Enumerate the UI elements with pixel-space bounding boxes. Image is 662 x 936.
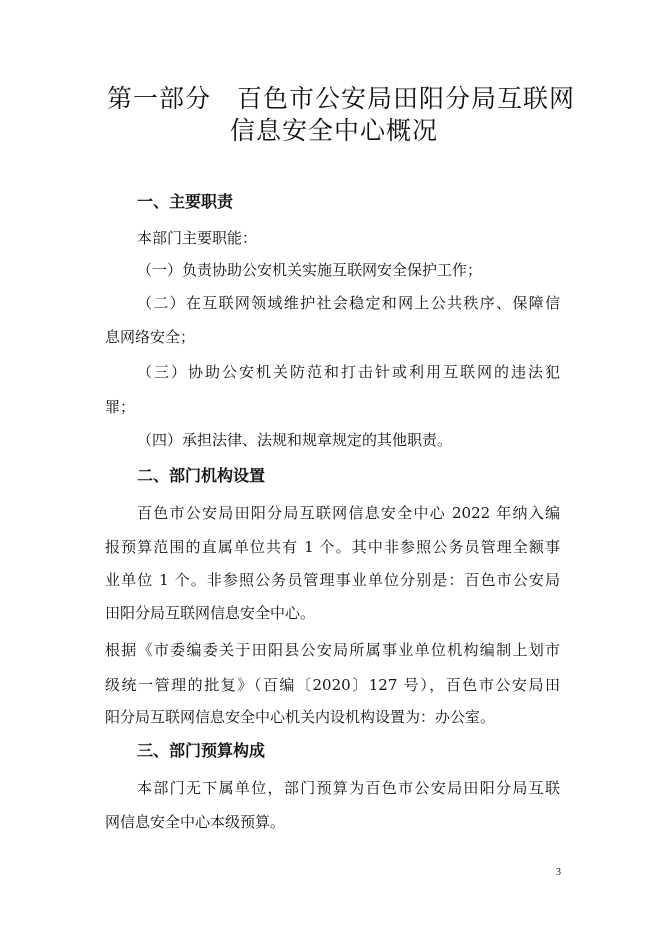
- duty-item: （一）负责协助公安机关实施互联网安全保护工作；: [137, 261, 483, 279]
- structure-line: 田阳分局互联网信息安全中心。: [105, 604, 316, 622]
- duty-item-continued: 罪；: [105, 398, 136, 416]
- structure-line: 报预算范围的直属单位共有 1 个。其中非参照公务员管理全额事: [105, 538, 560, 556]
- page-number: 3: [556, 867, 561, 878]
- title-line-2: 信息安全中心概况: [230, 116, 439, 145]
- duty-item: （四）承担法律、法规和规章规定的其他职责。: [137, 431, 453, 449]
- duty-item: （三）协助公安机关防范和打击针或利用互联网的违法犯: [137, 363, 560, 381]
- structure-line: 根据《市委编委关于田阳县公安局所属事业单位机构编制上划市: [105, 641, 560, 659]
- structure-line: 阳分局互联网信息安全中心机关内设机构设置为：办公室。: [105, 708, 496, 726]
- structure-line: 业单位 1 个。非参照公务员管理事业单位分别是：百色市公安局: [105, 571, 560, 589]
- title-line-1: 第一部分 百色市公安局田阳分局互联网: [107, 84, 576, 113]
- duty-item: （二）在互联网领域维护社会稳定和网上公共秩序、保障信: [137, 294, 560, 312]
- duty-item-continued: 息网络安全；: [105, 328, 196, 346]
- duties-intro: 本部门主要职能：: [137, 229, 258, 247]
- budget-line: 网信息安全中心本级预算。: [105, 813, 286, 831]
- structure-line: 级统一管理的批复》（百编〔2020〕127 号），百色市公安局田: [105, 676, 560, 694]
- budget-line: 本部门无下属单位，部门预算为百色市公安局田阳分局互联: [137, 779, 560, 797]
- structure-line: 百色市公安局田阳分局互联网信息安全中心 2022 年纳入编: [137, 504, 560, 522]
- section-heading-duties: 一、主要职责: [137, 192, 234, 211]
- section-heading-structure: 二、部门机构设置: [137, 466, 266, 485]
- section-heading-budget: 三、部门预算构成: [137, 741, 266, 760]
